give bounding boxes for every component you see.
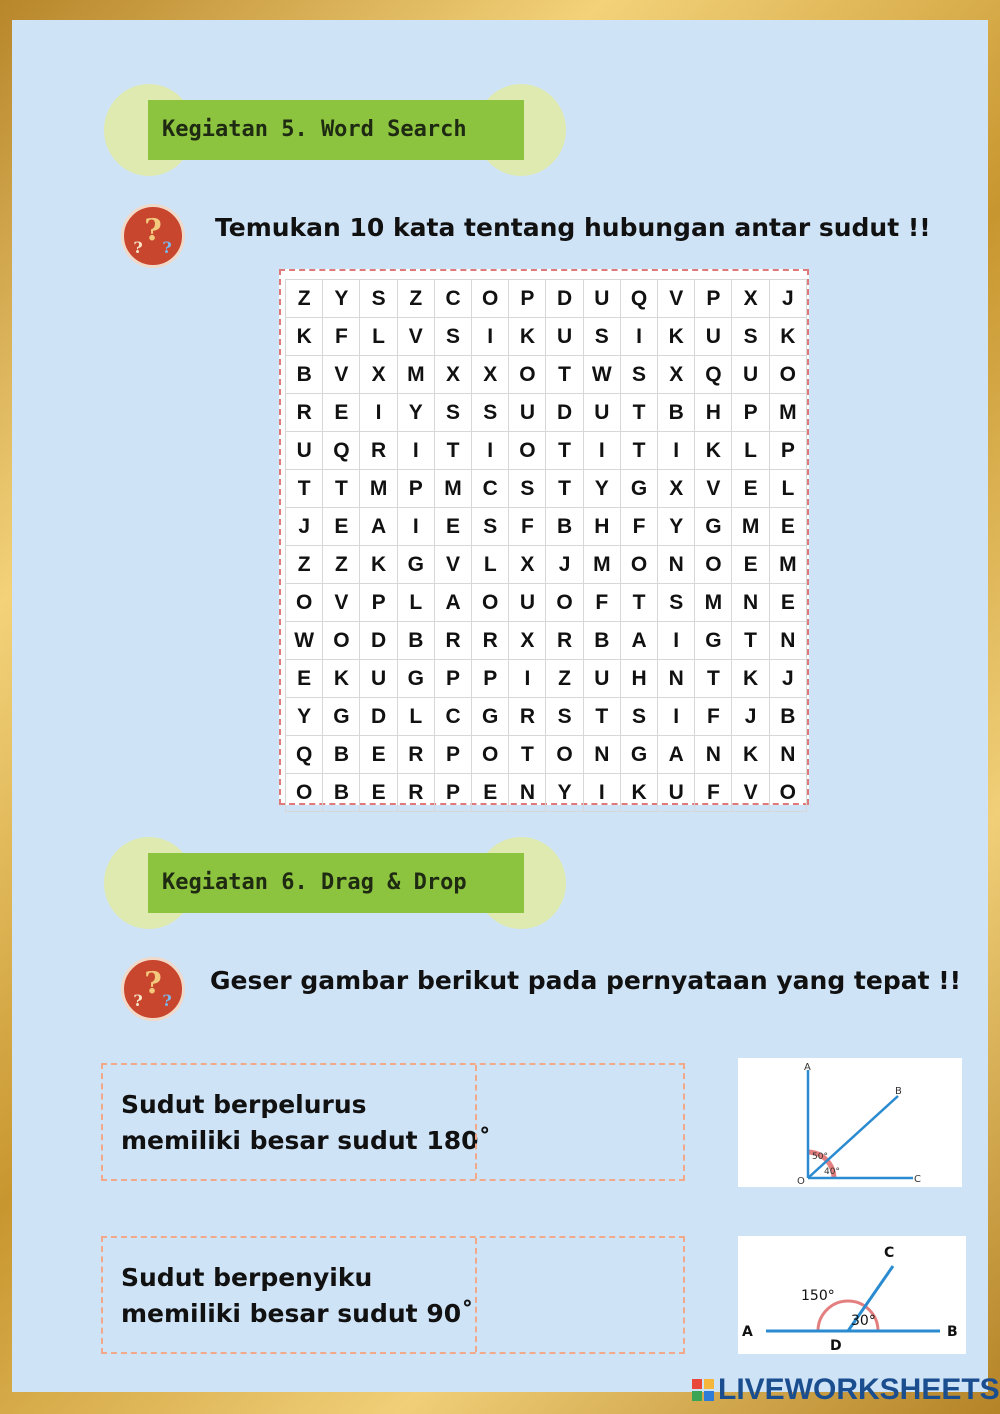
grid-cell[interactable]: R <box>509 698 546 736</box>
grid-cell[interactable]: F <box>509 508 546 546</box>
drop-target-1[interactable] <box>477 1065 685 1179</box>
grid-cell[interactable]: R <box>397 774 434 812</box>
label-c: C <box>914 1174 921 1185</box>
grid-cell[interactable]: F <box>583 584 620 622</box>
grid-cell[interactable]: Q <box>620 280 657 318</box>
grid-cell[interactable]: T <box>732 622 769 660</box>
grid-cell[interactable]: Y <box>323 280 360 318</box>
grid-cell[interactable]: J <box>769 660 806 698</box>
grid-cell[interactable]: I <box>658 622 695 660</box>
grid-cell[interactable]: F <box>695 774 732 812</box>
grid-cell[interactable]: T <box>546 470 583 508</box>
grid-cell[interactable]: F <box>620 508 657 546</box>
grid-cell[interactable]: S <box>472 394 509 432</box>
grid-cell[interactable]: U <box>583 660 620 698</box>
grid-cell[interactable]: A <box>658 736 695 774</box>
grid-row <box>286 774 807 812</box>
grid-row <box>286 698 807 736</box>
draggable-angle-image-2[interactable] <box>738 1236 966 1354</box>
grid-cell[interactable]: O <box>286 584 323 622</box>
grid-cell[interactable]: A <box>360 508 397 546</box>
grid-cell[interactable]: O <box>546 736 583 774</box>
grid-cell[interactable]: W <box>286 622 323 660</box>
grid-cell[interactable]: K <box>658 318 695 356</box>
grid-cell[interactable]: L <box>397 698 434 736</box>
grid-cell[interactable]: T <box>509 736 546 774</box>
grid-cell[interactable]: S <box>434 394 471 432</box>
grid-cell[interactable]: R <box>360 432 397 470</box>
statement-line: Sudut berpenyiku <box>121 1263 373 1292</box>
grid-cell[interactable]: V <box>434 546 471 584</box>
grid-cell[interactable]: A <box>434 584 471 622</box>
grid-cell[interactable]: P <box>509 280 546 318</box>
grid-cell[interactable]: C <box>434 698 471 736</box>
grid-cell[interactable]: G <box>397 660 434 698</box>
grid-cell[interactable]: W <box>583 356 620 394</box>
label-d: D <box>830 1338 842 1354</box>
grid-row <box>286 356 807 394</box>
grid-cell[interactable]: X <box>732 280 769 318</box>
grid-cell[interactable]: M <box>769 394 806 432</box>
grid-cell[interactable]: N <box>658 546 695 584</box>
grid-cell[interactable]: C <box>472 470 509 508</box>
grid-cell[interactable]: V <box>397 318 434 356</box>
grid-cell[interactable]: K <box>732 660 769 698</box>
svg-text:?: ? <box>144 966 162 1001</box>
grid-cell[interactable]: I <box>397 508 434 546</box>
grid-cell[interactable]: O <box>509 432 546 470</box>
label-a: A <box>804 1062 811 1073</box>
grid-cell[interactable]: E <box>769 508 806 546</box>
grid-cell[interactable]: Z <box>397 280 434 318</box>
grid-cell[interactable]: T <box>286 470 323 508</box>
grid-cell[interactable]: R <box>472 622 509 660</box>
grid-cell[interactable]: O <box>695 546 732 584</box>
grid-cell[interactable]: P <box>769 432 806 470</box>
grid-cell[interactable]: B <box>546 508 583 546</box>
grid-cell[interactable]: X <box>509 622 546 660</box>
grid-cell[interactable]: R <box>434 622 471 660</box>
grid-cell[interactable]: B <box>583 622 620 660</box>
grid-cell[interactable]: I <box>583 432 620 470</box>
grid-cell[interactable]: T <box>620 584 657 622</box>
svg-text:?: ? <box>162 238 172 257</box>
grid-cell[interactable]: J <box>769 280 806 318</box>
statement-line: memiliki besar sudut 180˚ <box>121 1126 492 1155</box>
question-mark-icon <box>121 204 185 268</box>
grid-cell[interactable]: M <box>360 470 397 508</box>
word-search-table[interactable] <box>285 279 807 812</box>
grid-cell[interactable]: P <box>397 470 434 508</box>
grid-cell[interactable]: D <box>546 280 583 318</box>
grid-cell[interactable]: N <box>695 736 732 774</box>
grid-cell[interactable]: U <box>583 280 620 318</box>
svg-text:?: ? <box>133 991 143 1010</box>
grid-cell[interactable]: P <box>434 660 471 698</box>
grid-cell[interactable]: K <box>769 318 806 356</box>
label-o: O <box>797 1176 805 1187</box>
grid-cell[interactable]: E <box>360 736 397 774</box>
statement-line: memiliki besar sudut 90˚ <box>121 1299 474 1328</box>
grid-cell[interactable]: J <box>732 698 769 736</box>
grid-cell[interactable]: E <box>323 508 360 546</box>
grid-cell[interactable]: T <box>546 432 583 470</box>
liveworksheets-brand: LIVEWORKSHEETS <box>718 1373 1000 1406</box>
grid-cell[interactable]: S <box>434 318 471 356</box>
grid-cell[interactable]: Q <box>695 356 732 394</box>
grid-cell[interactable]: T <box>695 660 732 698</box>
grid-cell[interactable]: Z <box>286 280 323 318</box>
grid-cell[interactable]: O <box>472 280 509 318</box>
grid-cell[interactable]: U <box>509 394 546 432</box>
grid-cell[interactable]: M <box>769 546 806 584</box>
grid-cell[interactable]: O <box>546 584 583 622</box>
grid-cell[interactable]: Y <box>583 470 620 508</box>
grid-cell[interactable]: G <box>472 698 509 736</box>
grid-row <box>286 660 807 698</box>
grid-cell[interactable]: N <box>509 774 546 812</box>
grid-cell[interactable]: S <box>620 356 657 394</box>
grid-cell[interactable]: R <box>397 736 434 774</box>
svg-text:?: ? <box>162 991 172 1010</box>
grid-row <box>286 394 807 432</box>
grid-cell[interactable]: Z <box>323 546 360 584</box>
grid-cell[interactable]: I <box>472 318 509 356</box>
grid-cell[interactable]: Y <box>397 394 434 432</box>
grid-cell[interactable]: K <box>732 736 769 774</box>
grid-cell[interactable]: X <box>658 470 695 508</box>
grid-cell[interactable]: S <box>658 584 695 622</box>
grid-cell[interactable]: E <box>732 546 769 584</box>
angle-label-40: 40° <box>824 1167 840 1177</box>
grid-cell[interactable]: P <box>360 584 397 622</box>
grid-cell[interactable]: O <box>620 546 657 584</box>
angle-label-150: 150° <box>801 1288 835 1304</box>
grid-cell[interactable]: N <box>583 736 620 774</box>
grid-cell[interactable]: B <box>286 356 323 394</box>
grid-cell[interactable]: O <box>323 622 360 660</box>
grid-cell[interactable]: R <box>546 622 583 660</box>
grid-cell[interactable]: O <box>472 736 509 774</box>
angle-label-50: 50° <box>812 1152 828 1162</box>
grid-cell[interactable]: V <box>323 356 360 394</box>
grid-cell[interactable]: N <box>658 660 695 698</box>
grid-cell[interactable]: S <box>620 698 657 736</box>
grid-cell[interactable]: T <box>620 394 657 432</box>
grid-cell[interactable]: A <box>620 622 657 660</box>
grid-cell[interactable]: B <box>658 394 695 432</box>
grid-cell[interactable]: O <box>286 774 323 812</box>
grid-cell[interactable]: U <box>732 356 769 394</box>
grid-cell[interactable]: B <box>323 774 360 812</box>
grid-row <box>286 508 807 546</box>
label-c: C <box>884 1245 895 1261</box>
statement-box-berpelurus <box>101 1063 685 1181</box>
grid-cell[interactable]: T <box>323 470 360 508</box>
statement-line: Sudut berpelurus <box>121 1090 367 1119</box>
grid-cell[interactable]: V <box>732 774 769 812</box>
grid-cell[interactable]: Y <box>658 508 695 546</box>
activity5-banner <box>104 84 566 176</box>
grid-cell[interactable]: H <box>583 508 620 546</box>
statement-box-berpenyiku <box>101 1236 685 1354</box>
grid-cell[interactable]: X <box>472 356 509 394</box>
grid-cell[interactable]: I <box>472 432 509 470</box>
grid-cell[interactable]: S <box>732 318 769 356</box>
grid-cell[interactable]: L <box>397 584 434 622</box>
grid-cell[interactable]: S <box>583 318 620 356</box>
grid-cell[interactable]: Z <box>546 660 583 698</box>
grid-cell[interactable]: S <box>546 698 583 736</box>
grid-cell[interactable]: X <box>434 356 471 394</box>
grid-row <box>286 432 807 470</box>
grid-cell[interactable]: M <box>732 508 769 546</box>
grid-cell[interactable]: O <box>769 356 806 394</box>
grid-cell[interactable]: L <box>769 470 806 508</box>
grid-cell[interactable]: F <box>695 698 732 736</box>
grid-cell[interactable]: P <box>732 394 769 432</box>
grid-cell[interactable]: I <box>620 318 657 356</box>
liveworksheets-mark-icon <box>692 1379 714 1401</box>
grid-cell[interactable]: G <box>620 470 657 508</box>
svg-text:?: ? <box>144 213 162 248</box>
grid-cell[interactable]: K <box>695 432 732 470</box>
grid-cell[interactable]: K <box>286 318 323 356</box>
question-mark-icon <box>121 957 185 1021</box>
grid-cell[interactable]: G <box>397 546 434 584</box>
grid-cell[interactable]: E <box>769 584 806 622</box>
grid-cell[interactable]: T <box>546 356 583 394</box>
grid-cell[interactable]: O <box>509 356 546 394</box>
grid-cell[interactable]: K <box>509 318 546 356</box>
grid-cell[interactable]: K <box>620 774 657 812</box>
activity5-title: Kegiatan 5. Word Search <box>162 117 467 142</box>
grid-row <box>286 584 807 622</box>
word-search-grid[interactable] <box>279 269 809 805</box>
grid-cell[interactable]: P <box>434 736 471 774</box>
grid-cell[interactable]: U <box>360 660 397 698</box>
grid-cell[interactable]: P <box>472 660 509 698</box>
grid-cell[interactable]: I <box>360 394 397 432</box>
activity5-instruction: Temukan 10 kata tentang hubungan antar sudut !! <box>215 213 931 242</box>
grid-row <box>286 470 807 508</box>
grid-cell[interactable]: E <box>286 660 323 698</box>
grid-cell[interactable]: E <box>472 774 509 812</box>
angle-label-30: 30° <box>851 1313 876 1329</box>
grid-cell[interactable]: G <box>695 622 732 660</box>
grid-cell[interactable]: U <box>286 432 323 470</box>
grid-row <box>286 622 807 660</box>
grid-cell[interactable]: E <box>732 470 769 508</box>
grid-cell[interactable]: O <box>472 584 509 622</box>
grid-cell[interactable]: H <box>620 660 657 698</box>
grid-cell[interactable]: X <box>360 356 397 394</box>
grid-cell[interactable]: G <box>695 508 732 546</box>
grid-cell[interactable]: B <box>397 622 434 660</box>
grid-cell[interactable]: I <box>509 660 546 698</box>
grid-cell[interactable]: M <box>397 356 434 394</box>
grid-cell[interactable]: J <box>286 508 323 546</box>
label-b: B <box>947 1324 958 1340</box>
grid-cell[interactable]: U <box>695 318 732 356</box>
grid-cell[interactable]: T <box>620 432 657 470</box>
grid-cell[interactable]: N <box>769 736 806 774</box>
statement-text <box>121 1087 491 1159</box>
grid-cell[interactable]: B <box>769 698 806 736</box>
svg-text:?: ? <box>133 238 143 257</box>
grid-cell[interactable]: H <box>695 394 732 432</box>
grid-cell[interactable]: I <box>658 698 695 736</box>
grid-cell[interactable]: M <box>695 584 732 622</box>
activity6-title: Kegiatan 6. Drag & Drop <box>162 870 467 895</box>
grid-cell[interactable]: S <box>509 470 546 508</box>
grid-cell[interactable]: E <box>323 394 360 432</box>
grid-cell[interactable]: B <box>323 736 360 774</box>
label-a: A <box>742 1324 753 1340</box>
grid-row <box>286 280 807 318</box>
grid-row <box>286 318 807 356</box>
grid-cell[interactable]: Y <box>546 774 583 812</box>
grid-cell[interactable]: R <box>286 394 323 432</box>
grid-cell[interactable]: E <box>434 508 471 546</box>
grid-cell[interactable]: P <box>695 280 732 318</box>
grid-cell[interactable]: G <box>620 736 657 774</box>
grid-cell[interactable]: C <box>434 280 471 318</box>
grid-cell[interactable]: P <box>434 774 471 812</box>
grid-cell[interactable]: X <box>509 546 546 584</box>
activity6-banner <box>104 837 566 929</box>
grid-cell[interactable]: V <box>323 584 360 622</box>
grid-cell[interactable]: L <box>360 318 397 356</box>
draggable-angle-image-1[interactable] <box>738 1058 962 1187</box>
grid-cell[interactable]: O <box>769 774 806 812</box>
grid-row <box>286 546 807 584</box>
grid-cell[interactable]: M <box>434 470 471 508</box>
grid-cell[interactable]: D <box>360 698 397 736</box>
grid-cell[interactable]: U <box>583 394 620 432</box>
grid-cell[interactable]: F <box>323 318 360 356</box>
grid-cell[interactable]: K <box>360 546 397 584</box>
grid-cell[interactable]: G <box>323 698 360 736</box>
drop-target-2[interactable] <box>477 1238 685 1352</box>
grid-cell[interactable]: Q <box>323 432 360 470</box>
activity6-instruction: Geser gambar berikut pada pernyataan yang tepat !! <box>210 966 962 995</box>
grid-cell[interactable]: Q <box>286 736 323 774</box>
grid-cell[interactable]: S <box>472 508 509 546</box>
grid-cell[interactable]: U <box>509 584 546 622</box>
grid-cell[interactable]: D <box>546 394 583 432</box>
grid-cell[interactable]: N <box>769 622 806 660</box>
grid-cell[interactable]: L <box>732 432 769 470</box>
grid-cell[interactable]: Z <box>286 546 323 584</box>
grid-cell[interactable]: S <box>360 280 397 318</box>
grid-cell[interactable]: I <box>583 774 620 812</box>
grid-cell[interactable]: V <box>695 470 732 508</box>
grid-cell[interactable]: U <box>546 318 583 356</box>
grid-cell[interactable]: J <box>546 546 583 584</box>
grid-cell[interactable]: K <box>323 660 360 698</box>
grid-row <box>286 736 807 774</box>
grid-cell[interactable]: I <box>658 432 695 470</box>
grid-cell[interactable]: Y <box>286 698 323 736</box>
grid-cell[interactable]: X <box>658 356 695 394</box>
label-b: B <box>895 1086 902 1097</box>
grid-cell[interactable]: I <box>397 432 434 470</box>
grid-cell[interactable]: N <box>732 584 769 622</box>
grid-cell[interactable]: U <box>658 774 695 812</box>
grid-cell[interactable]: V <box>658 280 695 318</box>
grid-cell[interactable]: T <box>583 698 620 736</box>
grid-cell[interactable]: T <box>434 432 471 470</box>
grid-cell[interactable]: D <box>360 622 397 660</box>
grid-cell[interactable]: E <box>360 774 397 812</box>
statement-text <box>121 1260 474 1332</box>
grid-cell[interactable]: L <box>472 546 509 584</box>
grid-cell[interactable]: M <box>583 546 620 584</box>
